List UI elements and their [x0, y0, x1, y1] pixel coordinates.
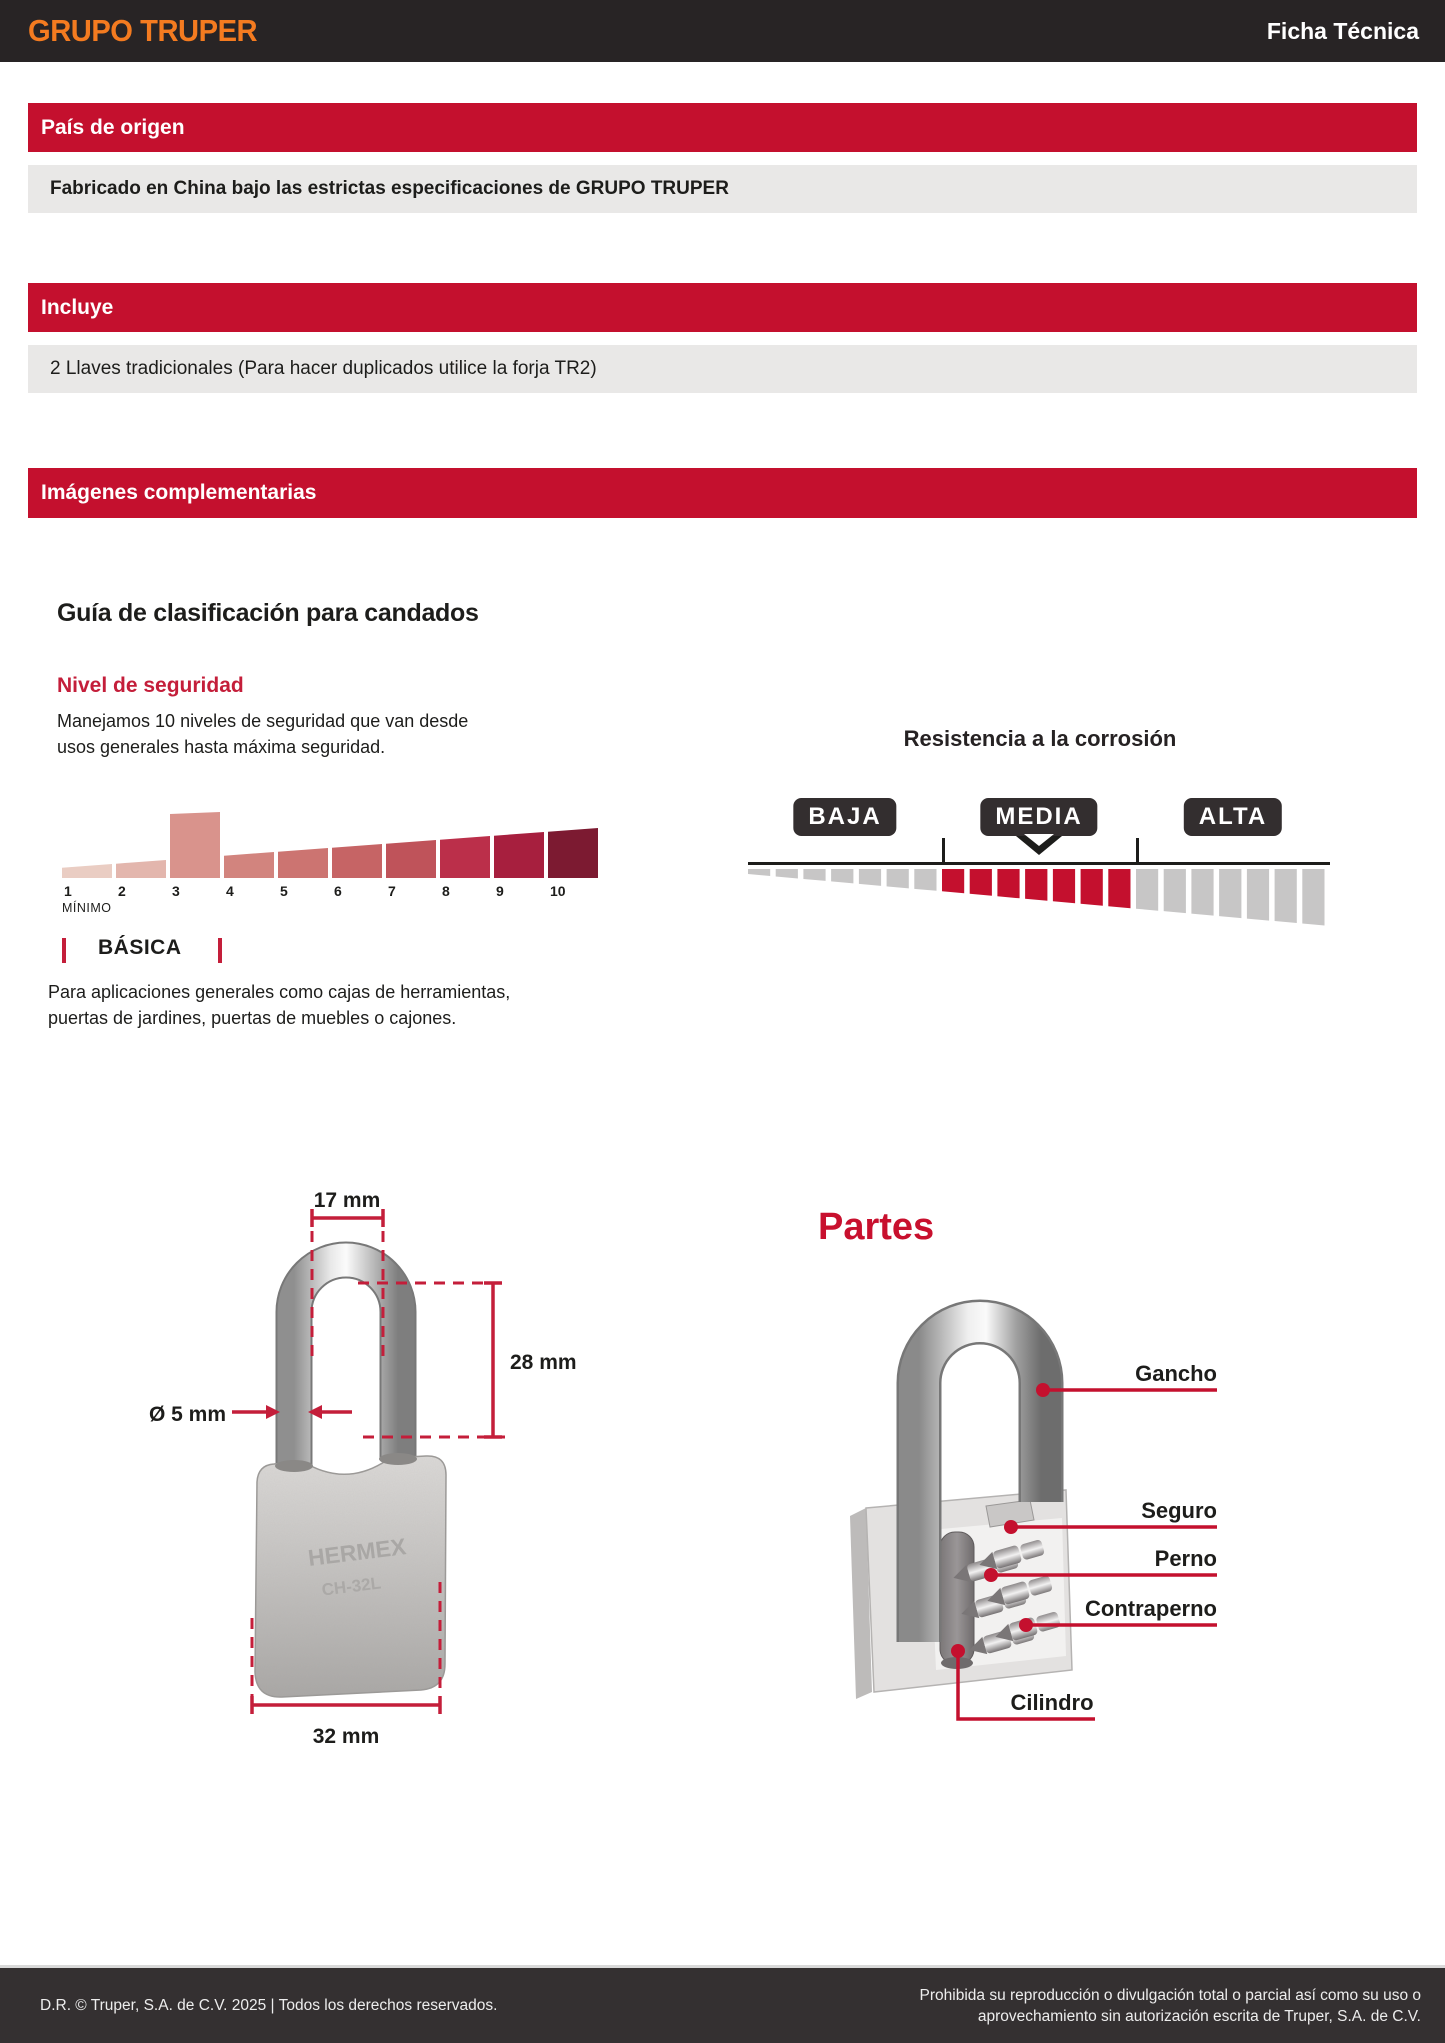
corrosion-badge-baja: BAJA: [793, 798, 896, 836]
security-segment: [386, 840, 436, 878]
corrosion-segment-active: [1081, 869, 1103, 906]
section-content-pais-de-origen: [28, 165, 1417, 213]
corrosion-segment-active: [997, 869, 1019, 898]
legal-line-2: aprovechamiento sin autorización escrita de Truper, S.A. de C.V.: [977, 2007, 1421, 2025]
corrosion-badge-alta: ALTA: [1184, 798, 1282, 836]
corrosion-segment: [1136, 869, 1158, 911]
corrosion-segment: [887, 869, 909, 888]
leader-dot: [984, 1568, 998, 1582]
security-segment: [278, 848, 328, 878]
dim-label-28mm: 28 mm: [510, 1351, 577, 1374]
security-level-name: BÁSICA: [98, 936, 182, 959]
security-segment-selected: [170, 812, 220, 878]
security-segment: [62, 864, 112, 878]
corrosion-segment-active: [1025, 869, 1047, 901]
leader-dot: [1004, 1520, 1018, 1534]
corrosion-segment: [914, 869, 936, 891]
corrosion-segment: [859, 869, 881, 886]
corrosion-segment: [1164, 869, 1186, 913]
dim-label-17mm: 17 mm: [313, 1189, 381, 1212]
corrosion-segment-active: [1108, 869, 1130, 908]
security-level-number: 9: [496, 883, 504, 899]
security-segment: [440, 836, 490, 878]
leader-dot: [1019, 1618, 1033, 1632]
document-type-label: Ficha Técnica: [1266, 17, 1419, 44]
section-content-incluye: [28, 345, 1417, 393]
corrosion-segment-active: [1053, 869, 1075, 903]
dim-label-32mm: 32 mm: [312, 1725, 380, 1748]
guide-title: Guía de clasificación para candados: [57, 599, 479, 627]
part-label: Seguro: [1141, 1498, 1217, 1523]
security-level-number: 5: [280, 883, 288, 899]
security-level-number: 1: [64, 883, 72, 899]
security-segment: [332, 844, 382, 878]
security-level-number: 4: [226, 883, 234, 899]
legal-text: [920, 1985, 1421, 2027]
security-segment: [494, 832, 544, 878]
security-segment: [116, 860, 166, 878]
corrosion-segment: [831, 869, 853, 883]
section-title: Imágenes complementarias: [41, 481, 317, 504]
basica-left-tick: [62, 938, 66, 963]
leader-dot: [1036, 1383, 1050, 1397]
selected-level-arrow-icon: [1016, 836, 1062, 855]
part-label: Cilindro: [1010, 1690, 1094, 1715]
section-header-pais-de-origen: [28, 103, 1417, 152]
leader-dot: [951, 1644, 965, 1658]
corrosion-segment-active: [970, 869, 992, 896]
corrosion-title: Resistencia a la corrosión: [903, 726, 1177, 751]
security-level-number: 10: [550, 883, 566, 899]
security-segment: [224, 852, 274, 878]
corrosion-resistance-widget: [740, 726, 1340, 948]
dim-label-diameter: Ø 5 mm: [148, 1403, 226, 1426]
minimo-label: MÍNIMO: [62, 901, 112, 915]
body-texture: [250, 1450, 450, 1700]
security-level-number: 8: [442, 883, 450, 899]
parts-title: Partes: [818, 1206, 935, 1248]
section-title: País de origen: [41, 115, 185, 139]
corrosion-segment: [1275, 869, 1297, 923]
section-title: Incluye: [41, 295, 114, 319]
origin-text: Fabricado en China bajo las estrictas especificaciones de GRUPO TRUPER: [50, 178, 729, 199]
corrosion-segment: [776, 869, 798, 879]
security-level-number: 6: [334, 883, 342, 899]
footer-bar: [0, 1965, 1445, 2043]
corrosion-segments-strip: [748, 868, 1330, 932]
meter-axis-line: [748, 862, 1330, 865]
security-level-number: 7: [388, 883, 396, 899]
meter-divider-tick: [942, 838, 945, 863]
embossed-brand: HERMEX: [306, 1533, 408, 1571]
security-level-number: 3: [172, 883, 180, 899]
includes-text: 2 Llaves tradicionales (Para hacer duplicados utilice la forja TR2): [50, 358, 597, 379]
legal-line-1: Prohibida su reproducción o divulgación total o parcial así como su uso o: [919, 1986, 1421, 2004]
security-level-uses: Para aplicaciones generales como cajas de herramientas, puertas de jardines, puertas de muebles o cajones.: [48, 982, 511, 1028]
part-label: Contraperno: [1085, 1596, 1217, 1621]
section-header-imagenes: [28, 468, 1417, 518]
corrosion-segment: [1247, 869, 1269, 921]
padlock-dimension-diagram: [100, 1180, 610, 1770]
shackle-hole-right: [379, 1453, 417, 1465]
corrosion-segment: [1302, 869, 1324, 926]
header-bar: [0, 0, 1445, 62]
grupo-truper-logo: GRUPO TRUPER: [28, 13, 258, 48]
corrosion-segment: [803, 869, 825, 881]
copyright-text: D.R. © Truper, S.A. de C.V. 2025 | Todos los derechos reservados.: [40, 1996, 498, 2014]
security-level-subtitle: Nivel de seguridad: [57, 674, 244, 697]
padlock-parts-diagram: [830, 1280, 1230, 1740]
corrosion-segment: [1191, 869, 1213, 916]
embossed-model: CH-32L: [320, 1573, 383, 1600]
security-segment: [548, 828, 598, 878]
security-level-number: 2: [118, 883, 126, 899]
meter-divider-tick: [1136, 838, 1139, 863]
security-level-description: Manejamos 10 niveles de seguridad que van desde usos generales hasta máxima seguridad.: [57, 711, 469, 757]
section-header-incluye: [28, 283, 1417, 332]
security-level-chart: [58, 800, 608, 915]
corrosion-segment-active: [942, 869, 964, 893]
shackle-hole-left: [275, 1460, 313, 1472]
part-label: Perno: [1154, 1546, 1217, 1571]
part-label: Gancho: [1135, 1361, 1217, 1386]
corrosion-segment: [748, 869, 770, 876]
corrosion-badge-media: MEDIA: [980, 798, 1097, 836]
basica-right-tick: [218, 938, 222, 963]
corrosion-segment: [1219, 869, 1241, 918]
